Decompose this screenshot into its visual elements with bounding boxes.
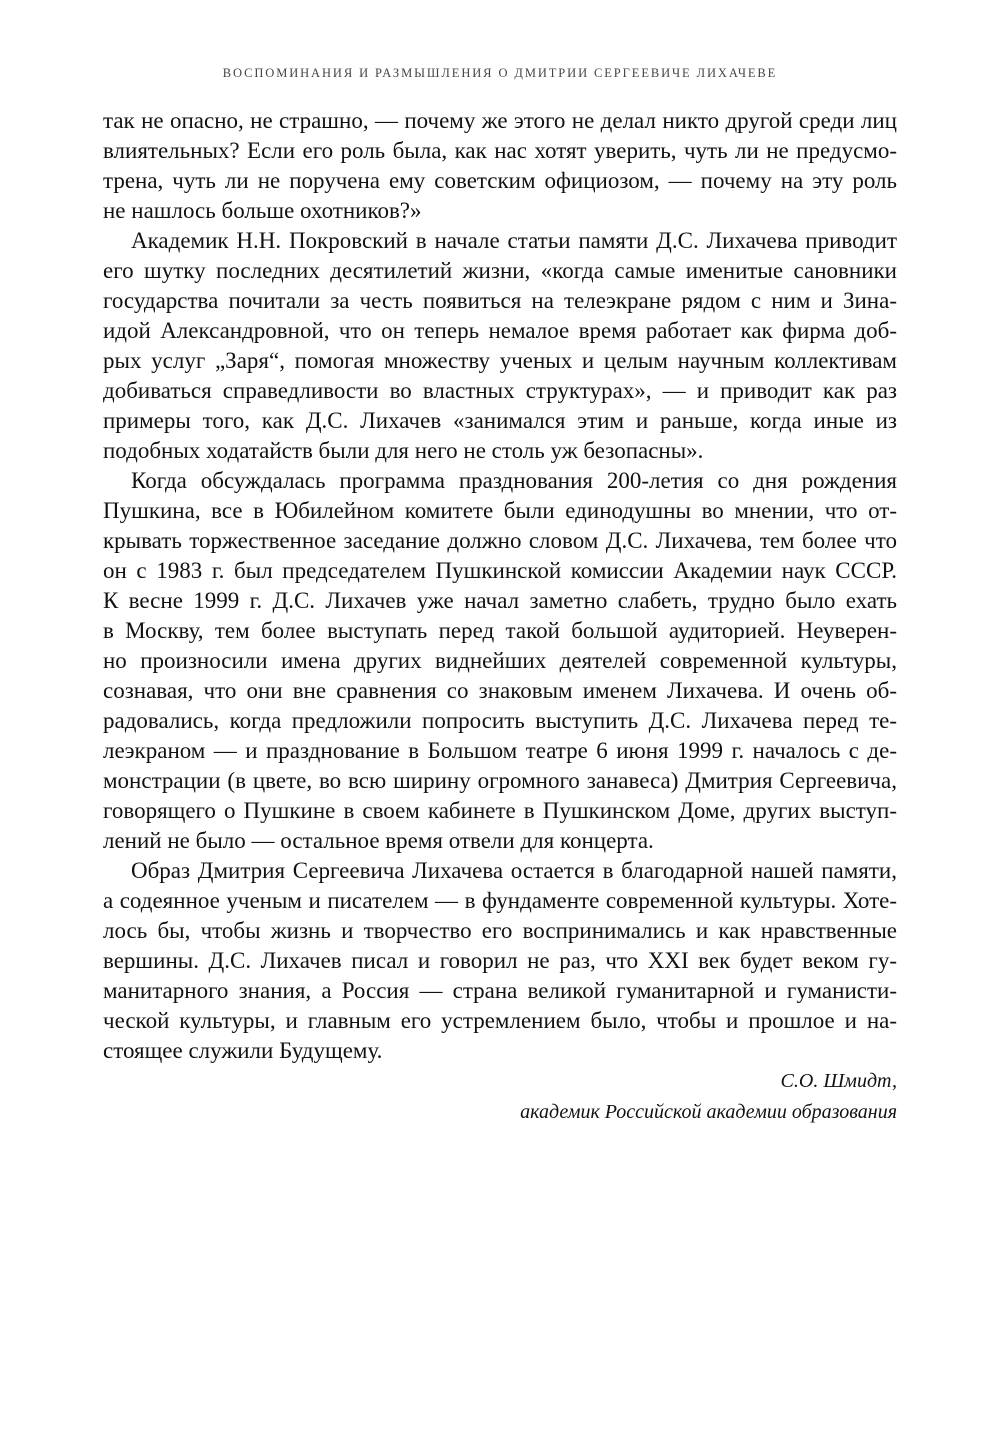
signature-name: С.О. Шмидт, [780, 1070, 897, 1092]
signature [520, 1066, 897, 1128]
text-line: а содеянное ученым и писателем — в фундаменте современной культуры. Хоте- [103, 888, 897, 913]
text-line: монстрации (в цвете, во всю ширину огромного занавеса) Дмитрия Сергеевича, [103, 768, 897, 793]
text-line: лось бы, чтобы жизнь и творчество его воспринимались и как нравственные [103, 918, 897, 943]
text-line: трена, чуть ли не поручена ему советским официозом, — почему на эту роль [103, 168, 897, 193]
text-line: вершины. Д.С. Лихачев писал и говорил не раз, что XXI век будет веком гу- [103, 948, 897, 973]
paragraph-1 [103, 106, 897, 226]
text-line: идой Александровной, что он теперь немалое время работает как фирма доб- [103, 318, 897, 343]
text-line: в Москву, тем более выступать перед такой большой аудиторией. Неуверен- [103, 618, 897, 643]
text-line: говорящего о Пушкине в своем кабинете в Пушкинском Доме, других выступ- [103, 798, 897, 823]
text-line: он с 1983 г. был председателем Пушкинской комиссии Академии наук СССР. [103, 558, 897, 583]
running-head: ВОСПОМИНАНИЯ И РАЗМЫШЛЕНИЯ О ДМИТРИИ СЕРГЕЕВИЧЕ ЛИХАЧЕВЕ [222, 66, 778, 80]
text-line: добиваться справедливости во властных структурах», — и приводит как раз [103, 378, 897, 403]
text-line: крывать торжественное заседание должно словом Д.С. Лихачева, тем более что [103, 528, 897, 553]
text-line: государства почитали за честь появиться на телеэкране рядом с ним и Зина- [103, 288, 897, 313]
text-line: примеры того, как Д.С. Лихачев «занимался этим и раньше, когда иные из [103, 408, 897, 433]
text-line: К весне 1999 г. Д.С. Лихачев уже начал заметно слабеть, трудно было ехать [103, 588, 897, 613]
text-line: подобных ходатайств были для него не столь уж безопасны». [103, 438, 704, 463]
text-line: Пушкина, все в Юбилейном комитете были единодушны во мнении, что от- [103, 498, 897, 523]
text-line: рых услуг „Заря“, помогая множеству ученых и целым научным коллективам [103, 348, 897, 373]
body-text [103, 106, 897, 1066]
paragraph-3 [103, 466, 897, 856]
signature-title: академик Российской академии образования [520, 1101, 897, 1123]
text-line: Академик Н.Н. Покровский в начале статьи памяти Д.С. Лихачева приводит [131, 228, 897, 253]
text-line: Образ Дмитрия Сергеевича Лихачева остается в благодарной нашей памяти, [131, 858, 897, 883]
text-line: леэкраном — и празднование в Большом театре 6 июня 1999 г. началось с де- [103, 738, 897, 763]
text-line: Когда обсуждалась программа празднования 200-летия со дня рождения [131, 468, 897, 493]
text-line: но произносили имена других виднейших деятелей современной культуры, [103, 648, 897, 673]
text-line: манитарного знания, а Россия — страна великой гуманитарной и гуманисти- [103, 978, 897, 1003]
text-line: так не опасно, не страшно, — почему же этого не делал никто другой среди лиц [103, 108, 897, 133]
text-line: лений не было — остальное время отвели для концерта. [103, 828, 654, 853]
paragraph-4 [103, 856, 897, 1066]
text-line: сознавая, что они вне сравнения со знаковым именем Лихачева. И очень об- [103, 678, 897, 703]
paragraph-2 [103, 226, 897, 466]
text-line: не нашлось больше охотников?» [103, 198, 422, 223]
text-line: ческой культуры, и главным его устремлением было, чтобы и прошлое и на- [103, 1008, 897, 1033]
text-line: радовались, когда предложили попросить выступить Д.С. Лихачева перед те- [103, 708, 897, 733]
text-line: его шутку последних десятилетий жизни, «когда самые именитые сановники [103, 258, 897, 283]
text-line: стоящее служили Будущему. [103, 1038, 383, 1063]
text-line: влиятельных? Если его роль была, как нас хотят уверить, чуть ли не предусмо- [103, 138, 897, 163]
